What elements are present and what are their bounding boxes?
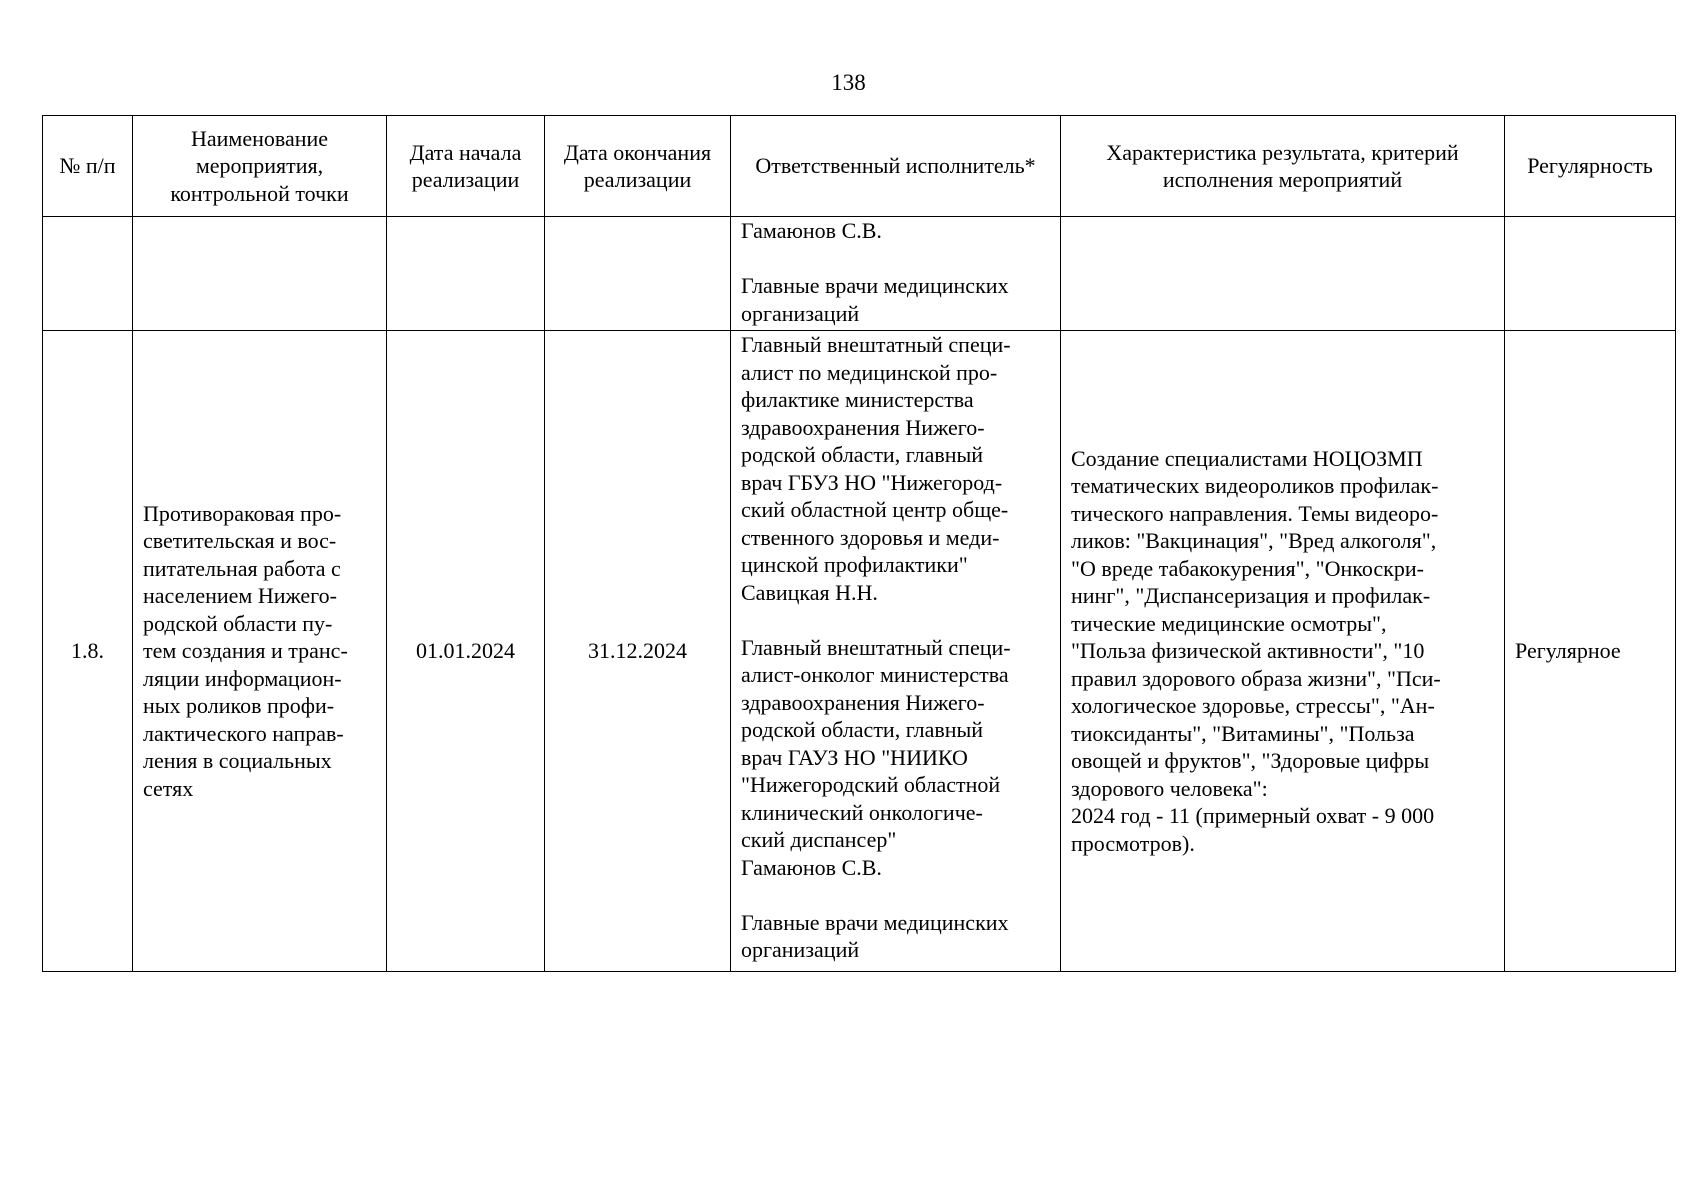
cell-number — [43, 217, 133, 331]
executor-block: Гамаюнов С.В. — [741, 218, 882, 243]
cell-result: Создание специалистами НОЦОЗМП тематических видеороликов профилак- тического направления. Темы видеоро- ликов: "Вакцинация", "Вред алкоголя", "О вреде табакокурения", "Онкоскри- нинг", "Диспансеризация и профилак- тические медицинские осмотры", "Польза физической активности", "10 правил здорового образа жизни", "Пси- хологическое здоровье, стрессы", "Ан- тиоксиданты", "Витамины", "Польза овощей и фруктов", "Здоровые цифры здорового человека": 2024 год - 11 (примерный охват - 9 000 просмотров). — [1061, 331, 1505, 972]
cell-name — [133, 217, 387, 331]
cell-end-date — [545, 217, 731, 331]
header-executor: Ответственный исполнитель* — [731, 116, 1061, 217]
header-result: Характеристика результата, критерий исполнения мероприятий — [1061, 116, 1505, 217]
cell-regularity — [1505, 217, 1676, 331]
cell-start-date: 01.01.2024 — [387, 331, 545, 972]
cell-name: Противораковая про- светительская и вос- питательная работа с населением Нижего- родской области пу- тем создания и транс- ляции информацион- ных роликов профи- лактического направ- ления в социальных сетях — [133, 331, 387, 972]
page-number: 138 — [831, 70, 866, 95]
table-row — [43, 217, 1676, 331]
executor-block: Главные врачи медицинских организаций — [741, 273, 1009, 326]
cell-executor — [731, 331, 1061, 972]
activities-table — [42, 115, 1676, 972]
executor-block: Главные врачи медицинских организаций — [741, 909, 1009, 962]
cell-result — [1061, 217, 1505, 331]
table-header-row — [43, 116, 1676, 217]
header-end-date: Дата окончания реализации — [545, 116, 731, 217]
header-regularity: Регулярность — [1505, 116, 1676, 217]
header-start-date: Дата начала реализации — [387, 116, 545, 217]
cell-end-date: 31.12.2024 — [545, 331, 731, 972]
cell-executor — [731, 217, 1061, 331]
cell-number: 1.8. — [43, 331, 133, 972]
executor-block: Главный внештатный специ- алист-онколог министерства здравоохранения Нижего- родской области, главный врач ГАУЗ НО "НИИКО "Нижегородский областной клинический онкологиче- ский диспансер" Гамаюнов С.В. — [741, 634, 1011, 880]
header-name: Наименование мероприятия, контрольной точки — [133, 116, 387, 217]
header-number: № п/п — [43, 116, 133, 217]
executor-block: Главный внештатный специ- алист по медицинской про- филактике министерства здравоохранения Нижего- родской области, главный врач ГБУЗ НО "Нижегород- ский областной центр обще- ственного здоровья и меди- цинской профилактики" Савицкая Н.Н. — [741, 332, 1011, 605]
table-row — [43, 331, 1676, 972]
cell-regularity: Регулярное — [1505, 331, 1676, 972]
cell-start-date — [387, 217, 545, 331]
